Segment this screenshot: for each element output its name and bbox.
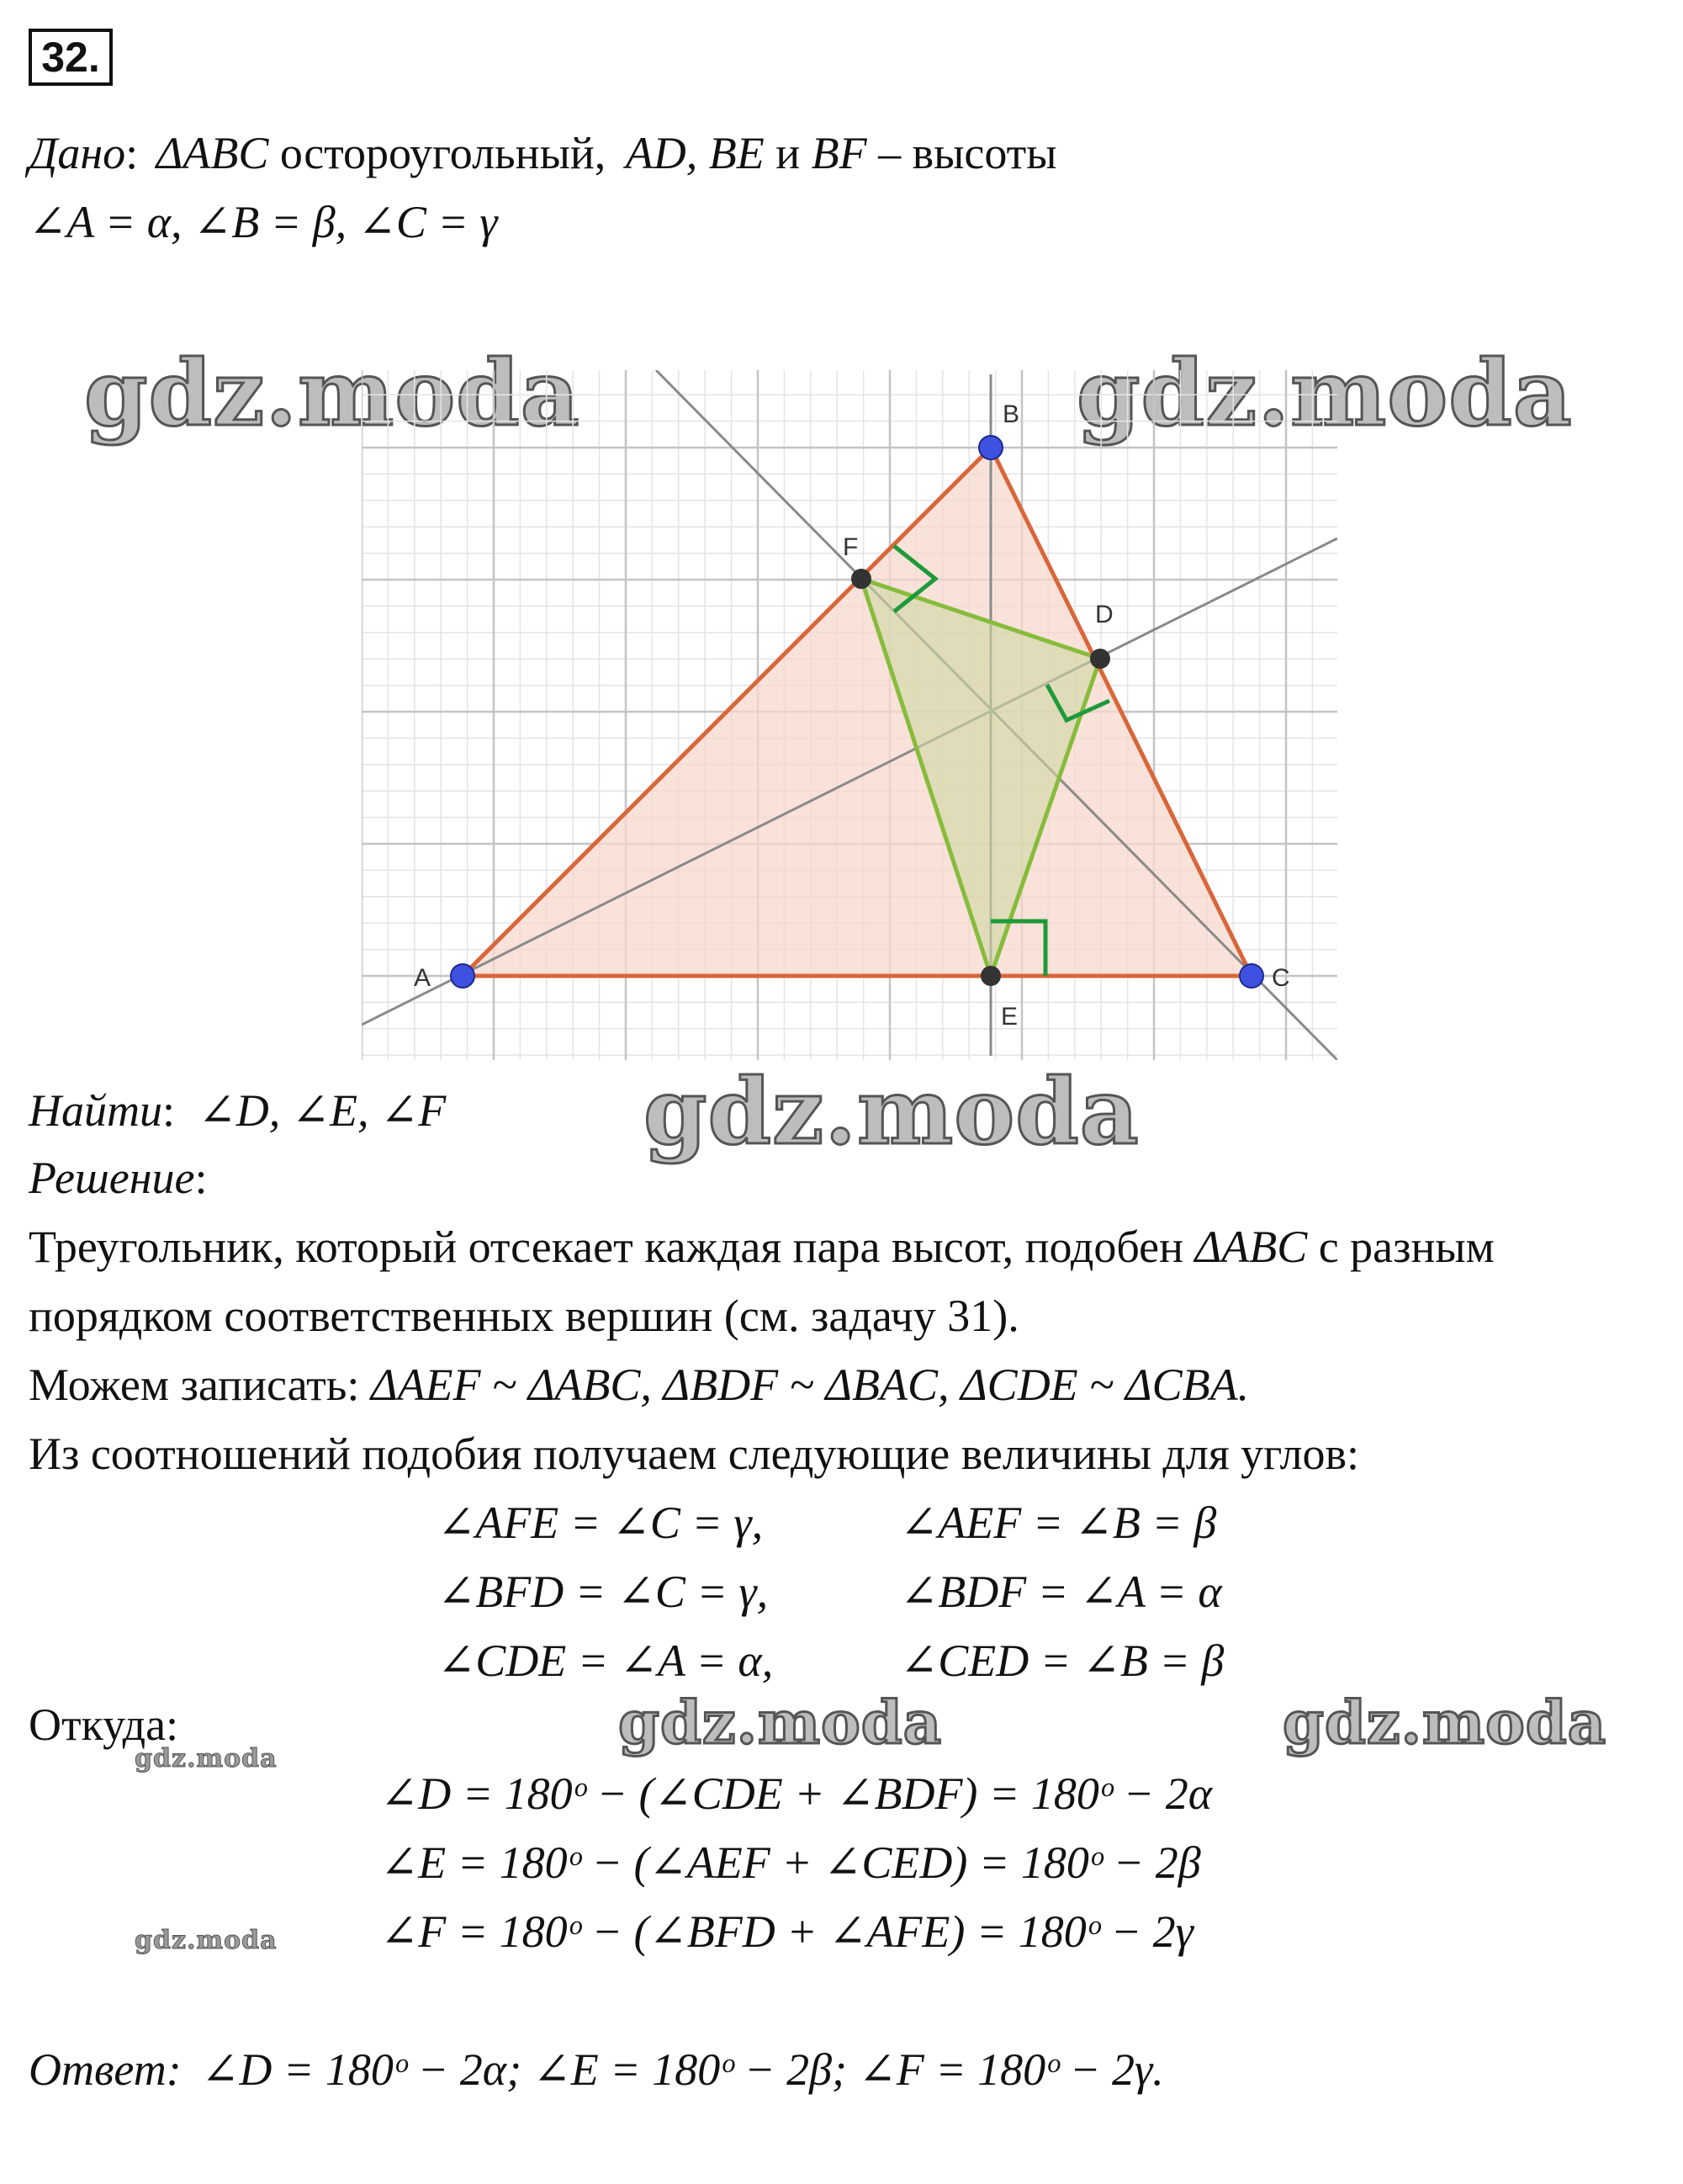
problem-number: 32. — [29, 29, 113, 86]
label-f: F — [843, 533, 859, 561]
given-colon: : — [125, 128, 139, 178]
point-d — [1090, 649, 1110, 669]
result-d: ∠D = 180ᵒ − (∠CDE + ∠BDF) = 180ᵒ − 2α — [380, 1768, 1213, 1819]
point-f — [851, 569, 871, 589]
find-line — [29, 1084, 446, 1137]
point-e — [981, 966, 1001, 986]
given-heights: AD, BE — [625, 128, 765, 178]
answer-line — [29, 2043, 1164, 2097]
p1-triangle: ΔABC — [1194, 1222, 1308, 1272]
solution-paragraph-1-line-2: порядком соответственных вершин (см. задачу 31). — [29, 1291, 1019, 1341]
eq-left-1: ∠AFE = ∠C = γ, — [437, 1498, 764, 1548]
p1-end: с разным — [1318, 1222, 1495, 1272]
watermark-whence-center: gdz.moda — [618, 1688, 943, 1757]
label-c: C — [1272, 964, 1290, 992]
eq-right-1: ∠AEF = ∠B = β — [900, 1498, 1217, 1548]
point-b — [979, 436, 1003, 459]
eq-left-2: ∠BFD = ∠C = γ, — [437, 1566, 769, 1617]
find-colon: : — [162, 1085, 176, 1136]
whence-label: Откуда: — [29, 1699, 179, 1750]
point-c — [1240, 964, 1263, 988]
given-line-1 — [29, 126, 1057, 180]
eq-left-3: ∠CDE = ∠A = α, — [437, 1635, 774, 1686]
result-e: ∠E = 180ᵒ − (∠AEF + ∠CED) = 180ᵒ − 2β — [380, 1837, 1201, 1888]
label-d: D — [1095, 601, 1114, 628]
geometry-diagram — [362, 370, 1337, 1060]
eq-right-2: ∠BDF = ∠A = α — [900, 1566, 1222, 1617]
watermark-small-1: gdz.moda — [135, 1744, 278, 1773]
answer-label: Ответ: — [29, 2044, 182, 2095]
given-and: и — [775, 128, 801, 178]
solution-paragraph-2 — [29, 1358, 1249, 1412]
watermark-whence-right: gdz.moda — [1283, 1688, 1607, 1757]
solution-paragraph-1-line-1 — [29, 1220, 1495, 1274]
point-a — [451, 964, 474, 988]
label-e: E — [1001, 1003, 1019, 1031]
result-f: ∠F = 180ᵒ − (∠BFD + ∠AFE) = 180ᵒ − 2γ — [380, 1906, 1193, 1957]
solution-paragraph-3: Из соотношений подобия получаем следующие величины для углов: — [29, 1429, 1360, 1479]
answer-text: ∠D = 180ᵒ − 2α; ∠E = 180ᵒ − 2β; ∠F = 180ᵒ − 2γ. — [201, 2044, 1164, 2095]
p2-math: ΔAEF ~ ΔABC, ΔBDF ~ ΔBAC, ΔCDE ~ ΔCBA. — [370, 1360, 1250, 1410]
find-label: Найти — [29, 1085, 162, 1136]
p2-text: Можем записать: — [29, 1360, 360, 1410]
watermark-middle: gdz.moda — [643, 1059, 1140, 1165]
p1-start: Треугольник, который отсекает каждая пара высот, подобен — [29, 1222, 1184, 1272]
watermark-small-2: gdz.moda — [135, 1926, 278, 1955]
given-rest: – высоты — [878, 128, 1057, 178]
watermark-top-left: gdz.moda — [84, 341, 580, 447]
label-a: A — [414, 964, 431, 992]
given-triangle: ΔABC — [156, 128, 269, 178]
given-angles: ∠A = α, ∠B = β, ∠C = γ — [29, 197, 498, 247]
find-angles: ∠D, ∠E, ∠F — [198, 1085, 447, 1136]
solution-heading — [29, 1151, 208, 1205]
given-type: остороугольный, — [279, 128, 606, 178]
given-label: Дано — [29, 128, 126, 178]
watermark-top-right: gdz.moda — [1077, 341, 1573, 447]
label-b: B — [1003, 400, 1020, 428]
solution-colon: : — [194, 1153, 208, 1203]
eq-right-3: ∠CED = ∠B = β — [900, 1635, 1225, 1686]
solution-label: Решение — [29, 1153, 195, 1203]
given-bf: BF — [811, 128, 867, 178]
